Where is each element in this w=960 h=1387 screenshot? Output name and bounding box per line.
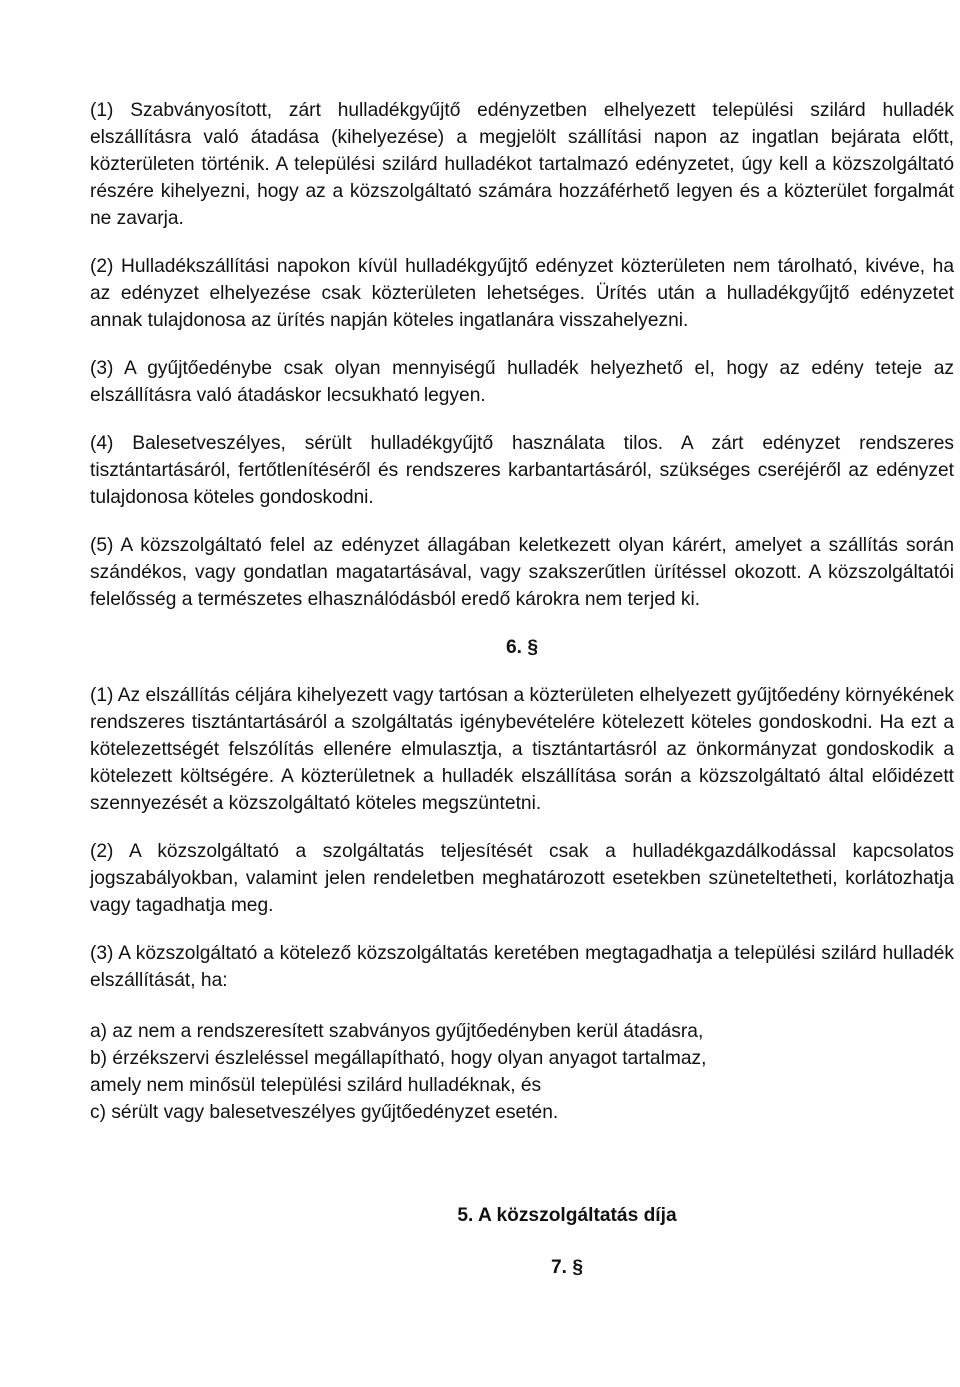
- section-6-heading: 6. §: [505, 637, 538, 658]
- document-page: [90, 97, 954, 1302]
- paragraph-5-3: (3) A gyűjtőedénybe csak olyan mennyiségű hulladék helyezhető el, hogy az edény teteje az elszállításra való átadáskor lecsukható legyen.: [90, 358, 954, 406]
- chapter-title: 5. A közszolgáltatás díja: [457, 1205, 677, 1226]
- list-item: amely nem minősül települési szilárd hulladéknak, és: [90, 1075, 542, 1096]
- paragraph-5-4: (4) Balesetveszélyes, sérült hulladékgyűjtő használata tilos. A zárt edényzet rendszeres tisztántartásáról, fertőtlenítéséről és rendszeres karbantartásáról, szükséges cseréjéről az edényzet tulajdonosa köteles gondoskodni.: [90, 433, 954, 508]
- paragraph-5-2: (2) Hulladékszállítási napokon kívül hulladékgyűjtő edényzet közterületen nem tárolható, kivéve, ha az edényzet elhelyezése csak közterületen lehetséges. Ürítés után a hulladékgyűjtő edényzetet annak tulajdonosa az ürítés napján köteles ingatlanára visszahelyezni.: [90, 256, 954, 331]
- list-item: a) az nem a rendszeresített szabványos gyűjtőedényben kerül átadásra,: [90, 1021, 704, 1042]
- list-item: c) sérült vagy balesetveszélyes gyűjtőedényzet esetén.: [90, 1102, 559, 1123]
- list-item: b) érzékszervi észleléssel megállapítható, hogy olyan anyagot tartalmaz,: [90, 1048, 707, 1069]
- paragraph-6-2: (2) A közszolgáltató a szolgáltatás teljesítését csak a hulladékgazdálkodással kapcsolatos jogszabályokban, valamint jelen rendeletben meghatározott esetekben szüneteltetheti, korlátozhatja vagy tagadhatja meg.: [90, 841, 954, 916]
- paragraph-6-1: (1) Az elszállítás céljára kihelyezett vagy tartósan a közterületen elhelyezett gyűjtőedény környékének rendszeres tisztántartásáról a szolgáltatás igénybevételére kötelezett köteles gondoskodni. Ha ezt a kötelezettségét felszólítás ellenére elmulasztja, a tisztántartásról az önkormányzat gondoskodik a kötelezett költségére. A közterületnek a hulladék elszállítása során a közszolgáltató által előidézett szennyezését a közszolgáltató köteles megszüntetni.: [90, 685, 954, 814]
- paragraph-5-1: (1) Szabványosított, zárt hulladékgyűjtő edényzetben elhelyezett települési szilárd hulladék elszállításra való átadása (kihelyezése) a megjelölt szállítási napon az ingatlan bejárata előtt, közterületen történik. A települési szilárd hulladékot tartalmazó edényzetet, úgy kell a közszolgáltató részére kihelyezni, hogy az a közszolgáltató számára hozzáférhető legyen és a közterület forgalmát ne zavarja.: [90, 100, 954, 229]
- paragraph-6-3: (3) A közszolgáltató a kötelező közszolgáltatás keretében megtagadhatja a települési szilárd hulladék elszállítását, ha:: [90, 943, 954, 991]
- paragraph-5-5: (5) A közszolgáltató felel az edényzet állagában keletkezett olyan kárért, amelyet a szállítás során szándékos, vagy gondatlan magatartásával, vagy szakszerűtlen ürítéssel okozott. A közszolgáltatói felelősség a természetes elhasználódásból eredő károkra nem terjed ki.: [90, 535, 954, 610]
- condition-list: [90, 1018, 954, 1126]
- section-7-heading: 7. §: [550, 1257, 583, 1278]
